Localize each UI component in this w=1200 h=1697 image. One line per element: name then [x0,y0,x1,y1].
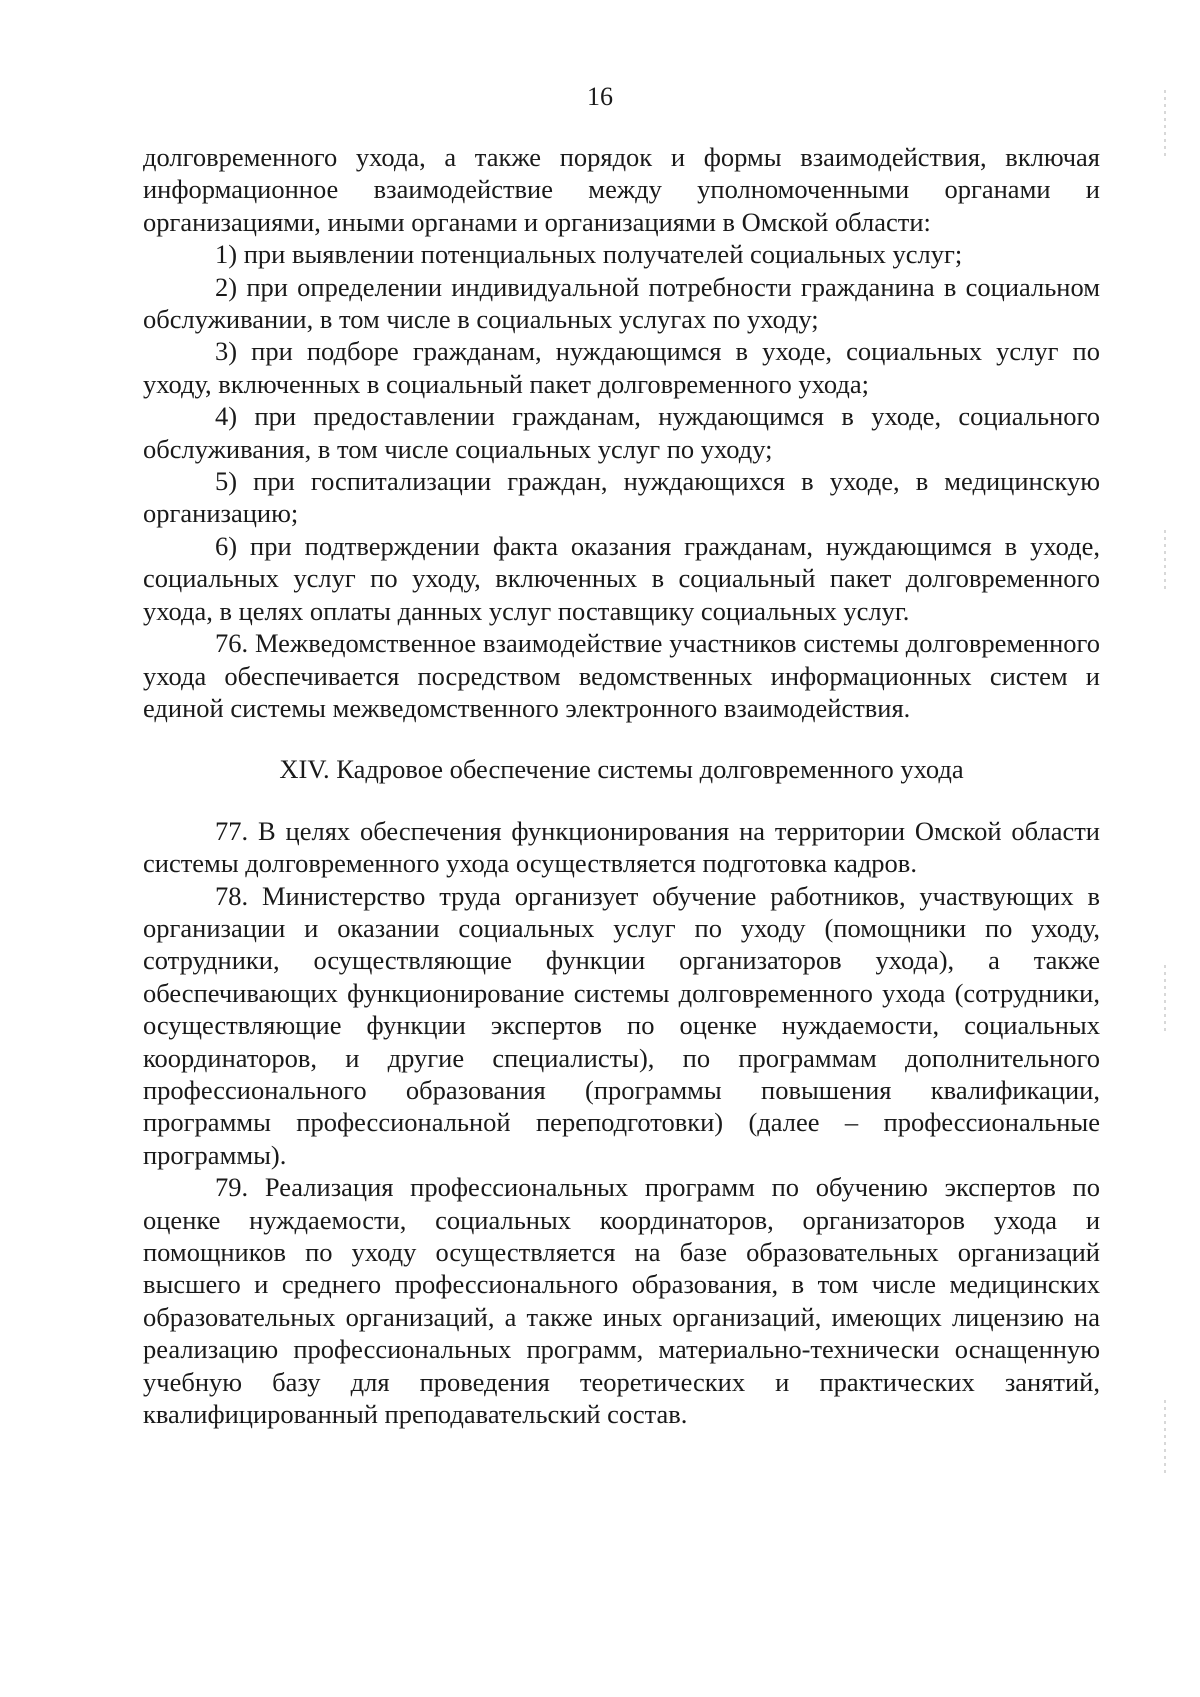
list-item-2: 2) при определении индивидуальной потребности гражданина в социальном обслуживании, в том числе в социальных услугах по уходу; [143,271,1100,335]
paragraph-76: 76. Межведомственное взаимодействие участников системы долговременного ухода обеспечивается посредством ведомственных информационных систем и единой системы межведомственного электронного взаимодействия. [143,628,1100,723]
section-heading: XIV. Кадровое обеспечение системы долговременного ухода [279,754,964,785]
scan-edge-mark [1164,90,1166,160]
document-body [143,141,1100,1430]
scan-edge-mark [1164,1400,1166,1475]
scan-edge-mark [1164,965,1166,1035]
list-item-3: 3) при подборе гражданам, нуждающимся в уходе, социальных услуг по уходу, включенных в социальный пакет долговременного ухода; [143,336,1100,399]
list-item-5: 5) при госпитализации граждан, нуждающихся в уходе, в медицинскую организацию; [143,466,1100,529]
scan-edge-mark [1164,530,1166,590]
paragraph-continuation: долговременного ухода, а также порядок и формы взаимодействия, включая информационное взаимодействие между уполномоченными органами и организациями, иными органами и организациями в Омской области: [143,142,1100,237]
paragraph-78: 78. Министерство труда организует обучение работников, участвующих в организации и оказании социальных услуг по уходу (помощники по уходу, сотрудники, осуществляющие функции организаторов ухода), а также обеспечивающих функционирование системы долговременного ухода (сотрудники, осуществляющие функции экспертов по оценке нуждаемости, социальных координаторов, и другие специалисты), по программам дополнительного профессионального образования (программы повышения квалификации, программы профессиональной переподготовки) (далее – профессиональные программы). [143,880,1100,1170]
paragraph-77: 77. В целях обеспечения функционирования на территории Омской области системы долговременного ухода осуществляется подготовка кадров. [143,815,1100,879]
page-number: 16 [587,82,613,111]
list-item-1: 1) при выявлении потенциальных получателей социальных услуг; [215,239,963,270]
paragraph-79: 79. Реализация профессиональных программ по обучению экспертов по оценке нуждаемости, социальных координаторов, организаторов ухода и помощников по уходу осуществляется на базе образовательных организаций высшего и среднего профессионального образования, в том числе медицинских образовательных организаций, а также иных организаций, имеющих лицензию на реализацию профессиональных программ, материально-технически оснащенную учебную базу для проведения теоретических и практических занятий, квалифицированный преподавательский состав. [143,1172,1100,1430]
list-item-6: 6) при подтверждении факта оказания гражданам, нуждающимся в уходе, социальных услуг по уходу, включенных в социальный пакет долговременного ухода, в целях оплаты данных услуг поставщику социальных услуг. [143,530,1100,626]
list-item-4: 4) при предоставлении гражданам, нуждающимся в уходе, социального обслуживания, в том числе социальных услуг по уходу; [143,401,1100,464]
